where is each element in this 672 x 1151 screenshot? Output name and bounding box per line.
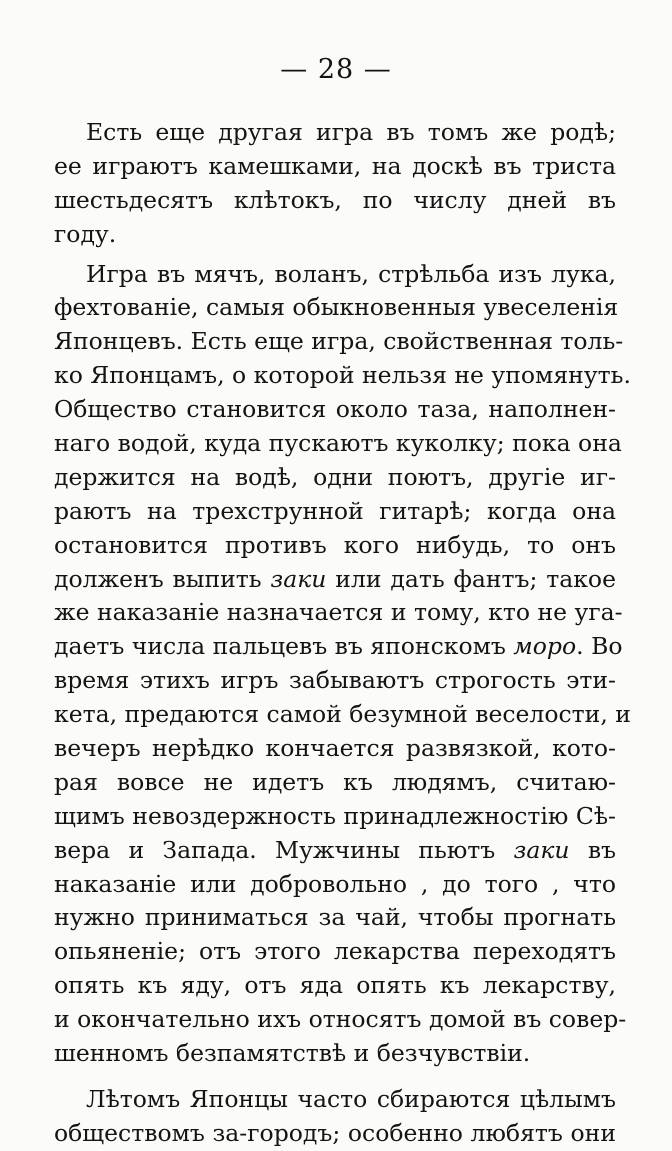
text-segment: раютъ на трехструнной гитарѣ; когда она <box>54 496 616 525</box>
text-segment: Игра въ мячъ, воланъ, стрѣльба изъ лука, <box>86 259 616 288</box>
text-segment: же наказаніе назначается и тому, кто не уга- <box>54 598 623 627</box>
text-segment: нужно приниматься за чай, чтобы прогнать <box>54 903 616 932</box>
text-segment: Лѣтомъ Японцы часто сбираются цѣлымъ <box>86 1084 616 1113</box>
text-line <box>54 529 616 563</box>
text-segment: рая вовсе не идетъ къ людямъ, считаю- <box>54 767 616 796</box>
text-segment: Есть еще другая игра въ томъ же родѣ; <box>86 118 616 146</box>
text-line <box>54 698 631 732</box>
text-segment: кета, предаются самой безумной веселости, и <box>54 700 631 729</box>
text-line <box>54 901 616 935</box>
text-segment: опять къ яду, отъ яда опять къ лекарству, <box>54 971 616 1000</box>
text-segment: и окончательно ихъ относятъ домой въ совер- <box>54 1005 627 1034</box>
text-segment: наго водой, куда пускаютъ куколку; пока она <box>54 429 622 458</box>
text-segment: вечеръ нерѣдко кончается развязкой, кото- <box>54 734 616 763</box>
text-line <box>54 184 616 218</box>
text-segment: даетъ числа пальцевъ въ японскомъ <box>54 632 514 661</box>
text-segment: году. <box>54 219 117 248</box>
text-line <box>54 1037 616 1071</box>
text-line <box>54 596 623 630</box>
text-line <box>54 291 619 325</box>
italic-term: заки <box>513 835 570 864</box>
text-line <box>54 868 616 902</box>
text-segment: или дать фантъ; такое <box>326 564 616 593</box>
text-line <box>54 1117 616 1151</box>
text-line <box>54 969 616 1003</box>
text-line <box>54 630 623 664</box>
text-line <box>54 495 616 529</box>
text-segment: Общество становится около таза, наполнен- <box>54 395 616 424</box>
text-segment: остановится противъ кого нибудь, то онъ <box>54 530 616 559</box>
text-segment: шенномъ безпамятствѣ и безчувствіи. <box>54 1039 531 1068</box>
text-segment: фехтованіе, самыя обыкновенныя увеселенія <box>54 293 619 322</box>
page-number: — 28 — <box>280 54 392 85</box>
text-segment: въ <box>569 835 617 864</box>
text-line <box>54 563 616 597</box>
text-segment: наказаніе или добровольно , до того , что <box>54 869 616 898</box>
text-line <box>54 150 616 184</box>
text-body <box>54 116 631 1151</box>
text-segment: шестьдесятъ клѣтокъ, по числу дней въ <box>54 185 616 214</box>
text-segment: ко Японцамъ, о которой нельзя не упомянуть. <box>54 361 631 390</box>
text-segment: щимъ невоздержность принадлежностію Сѣ- <box>54 801 616 830</box>
text-line <box>54 116 616 150</box>
text-line <box>54 218 616 252</box>
text-line <box>54 664 616 698</box>
text-segment: ее играютъ камешками, на доскѣ въ триста <box>54 151 616 180</box>
text-line <box>54 766 616 800</box>
text-line <box>54 834 616 868</box>
paragraph <box>54 258 631 1071</box>
text-segment: опьяненіе; отъ этого лекарства переходятъ <box>54 937 616 966</box>
text-line <box>54 427 622 461</box>
paragraph <box>54 1083 616 1151</box>
text-line <box>54 325 624 359</box>
text-line <box>54 1083 616 1117</box>
text-line <box>54 1003 627 1037</box>
text-segment: вера и Запада. Мужчины пьютъ <box>54 835 514 864</box>
text-line <box>54 935 616 969</box>
text-line <box>54 732 616 766</box>
text-segment: Японцевъ. Есть еще игра, свойственная толь- <box>54 327 624 356</box>
italic-term: заки <box>270 564 327 593</box>
text-line <box>54 393 616 427</box>
text-line <box>54 461 616 495</box>
text-line <box>54 258 616 292</box>
text-segment: обществомъ за-городъ; особенно любятъ они <box>54 1118 616 1147</box>
text-line <box>54 800 616 834</box>
text-segment: . Во <box>576 632 623 661</box>
text-line <box>54 359 631 393</box>
text-segment: время этихъ игръ забываютъ строгость эти- <box>54 666 616 695</box>
text-segment: держится на водѣ, одни поютъ, другіе иг- <box>54 462 616 491</box>
italic-term: моро <box>513 632 577 661</box>
text-segment: долженъ выпить <box>54 564 271 593</box>
paragraph <box>54 116 616 252</box>
